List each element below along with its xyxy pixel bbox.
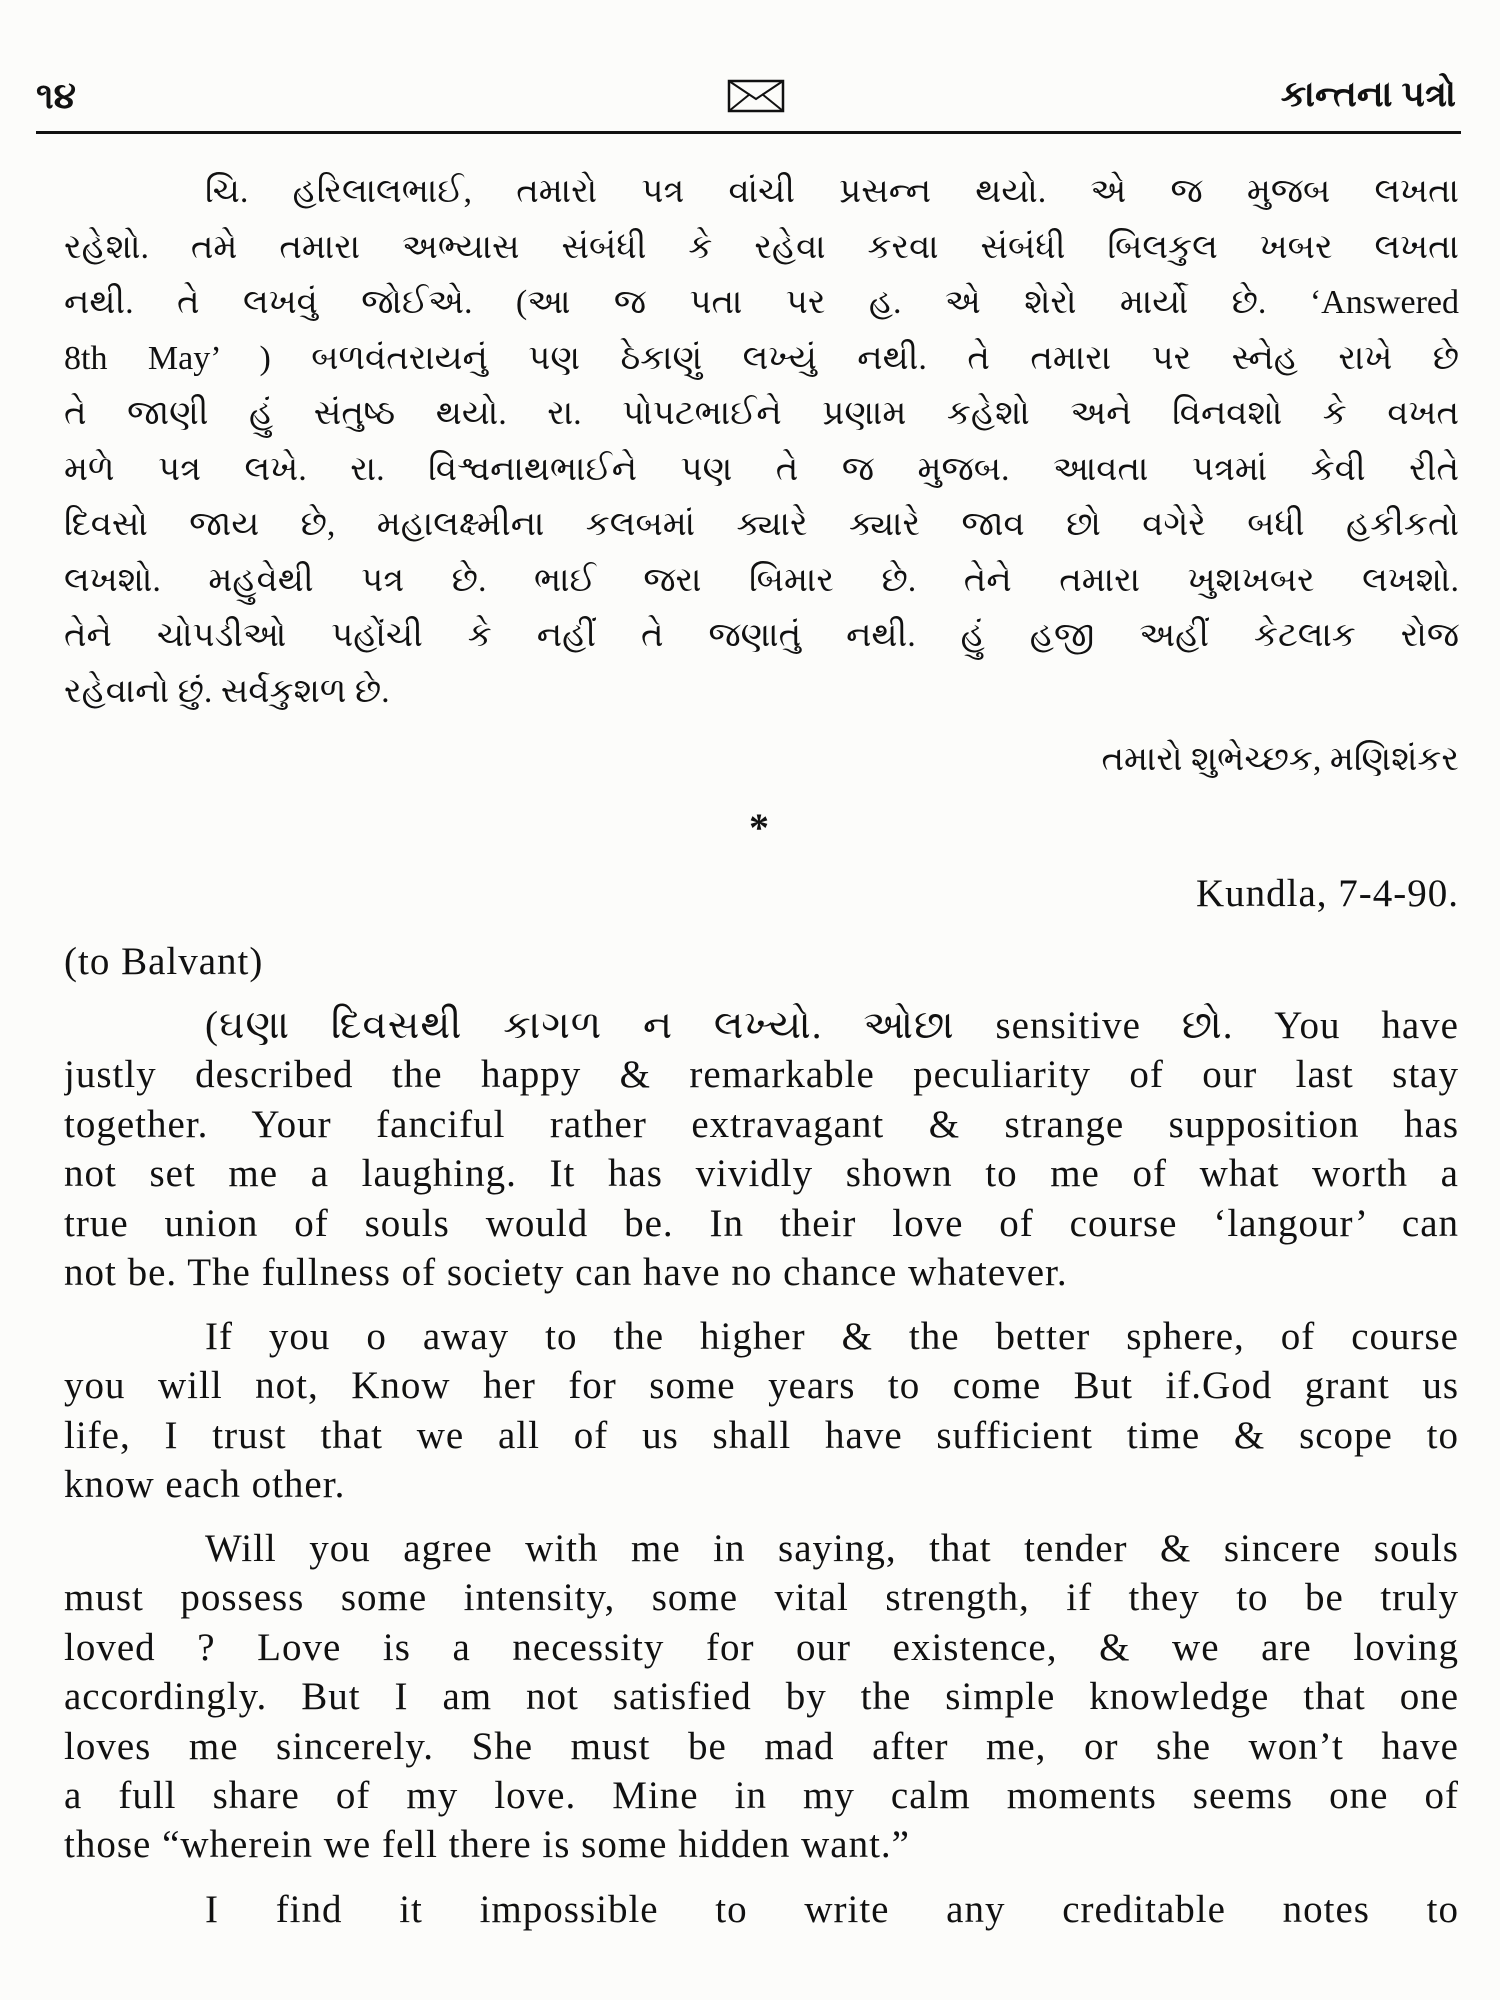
paragraph-line: loved ? Love is a necessity for our existence, & we are loving [64, 1625, 1459, 1669]
paragraph-1 [64, 1001, 1459, 1297]
letter-line: 8th May’ ) બળવંતરાયનું પણ ઠેકાણું લખ્યું નથી. તે તમારા પર સ્નેહ રાખે છે [64, 339, 1459, 377]
header-rule [36, 131, 1461, 134]
paragraph-line: you will not, Know her for some years to come But if.God grant us [64, 1364, 1459, 1408]
paragraph-line: together. Your fanciful rather extravagant & strange supposition has [64, 1102, 1459, 1146]
letter-line: નથી. તે લખવું જોઈએ. (આ જ પતા પર હ. એ શેરો માર્યો છે. ‘Answered [64, 284, 1459, 321]
paragraph-line: Will you agree with me in saying, that tender & sincere souls [205, 1527, 1459, 1570]
paragraph-line: justly described the happy & remarkable peculiarity of our last stay [64, 1053, 1459, 1097]
book-title: કાન્તના પત્રો [1280, 74, 1456, 114]
paragraph-line: those “wherein we fell there is some hidden want.” [64, 1823, 910, 1867]
section-separator: * [749, 805, 769, 850]
paragraph-line: a full share of my love. Mine in my calm moments seems one of [64, 1773, 1459, 1817]
paragraph-line: not be. The fullness of society can have no chance whatever. [64, 1250, 1068, 1294]
paragraph-line: accordingly. But I am not satisfied by the simple knowledge that one [64, 1675, 1459, 1719]
paragraph-line: life, I trust that we all of us shall have sufficient time & scope to [64, 1413, 1459, 1457]
paragraph-line: If you o away to the higher & the better sphere, of course [205, 1315, 1459, 1358]
paragraph-line: I find it impossible to write any creditable notes to [205, 1888, 1459, 1931]
paragraph-line: loves me sincerely. She must be mad after me, or she won’t have [64, 1724, 1459, 1768]
envelope-icon [727, 78, 785, 114]
letter-line: તે જાણી હું સંતુષ્ઠ થયો. રા. પોપટભાઈને પ્રણામ કહેશો અને વિનવશો કે વખત [64, 395, 1459, 432]
paragraph-line: true union of souls would be. In their love of course ‘langour’ can [64, 1201, 1459, 1245]
paragraph-line: must possess some intensity, some vital strength, if they to be truly [64, 1576, 1459, 1620]
letter-line: તેને ચોપડીઓ પહોંચી કે નહીં તે જણાતું નથી. હું હજી અહીં કેટલાક રોજ [64, 617, 1459, 654]
paragraph-line: know each other. [64, 1463, 346, 1507]
letter-line: લખશો. મહુવેથી પત્ર છે. ભાઈ જરા બિમાર છે. તેને તમારા ખુશખબર લખશો. [64, 561, 1459, 599]
letter-line: રહેશો. તમે તમારા અભ્યાસ સંબંધી કે રહેવા કરવા સંબંધી બિલકુલ ખબર લખતા [64, 228, 1459, 266]
paragraph-line: (ઘણા દિવસથી કાગળ ન લખ્યો. ઓછા sensitive છો. You have [205, 1004, 1459, 1047]
place-date-line: Kundla, 7-4-90. [1195, 872, 1459, 915]
paragraph-4 [64, 1885, 1459, 1934]
paragraph-2 [64, 1312, 1459, 1510]
letter-line: રહેવાનો છું. સર્વકુશળ છે. [64, 672, 390, 710]
letter-line: મળે પત્ર લખે. રા. વિશ્વનાથભાઈને પણ તે જ મુજબ. આવતા પત્રમાં કેવી રીતે [64, 450, 1459, 488]
gujarati-letter-body [64, 164, 1459, 719]
letter-signature: તમારો શુભેચ્છક, મણિશંકર [1101, 741, 1459, 778]
letter-line: ચિ. હરિલાલભાઈ, તમારો પત્ર વાંચી પ્રસન્ન થયો. એ જ મુજબ લખતા [205, 173, 1459, 210]
letter-line: દિવસો જાય છે, મહાલક્ષ્મીના કલબમાં ક્યારે ક્યારે જાવ છો વગેરે બધી હકીકતો [64, 506, 1459, 543]
recipient-note: (to Balvant) [64, 940, 264, 983]
paragraph-line: not set me a laughing. It has vividly shown to me of what worth a [64, 1152, 1459, 1196]
paragraph-3 [64, 1524, 1459, 1870]
page-number: ૧૪ [36, 76, 76, 116]
